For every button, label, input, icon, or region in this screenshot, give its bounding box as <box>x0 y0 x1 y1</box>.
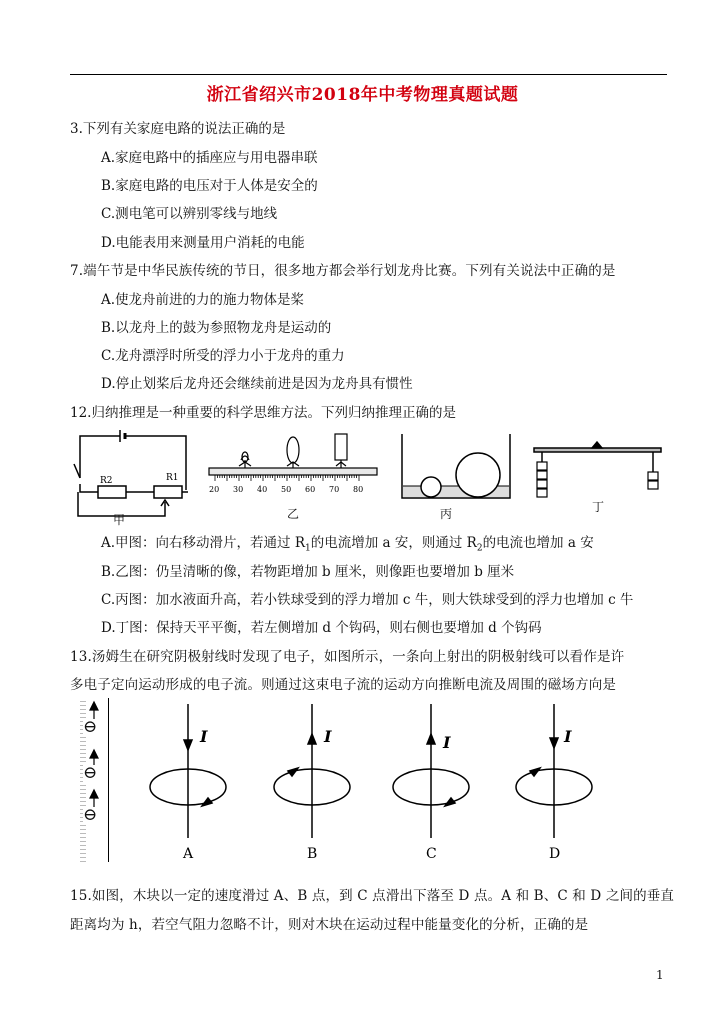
q12-option-a-post: 的电流也增加 a 安 <box>482 535 594 551</box>
q3-option-b: B.家庭电路的电压对于人体是安全的 <box>101 178 318 194</box>
figure-bing-beaker <box>398 432 516 502</box>
current-label-a: I <box>200 727 208 746</box>
question-12-stem: 12.归纳推理是一种重要的科学思维方法。下列归纳推理正确的是 <box>70 405 456 421</box>
r1-label: R1 <box>166 473 179 483</box>
figure-label-ding: 丁 <box>592 500 605 514</box>
figure-jia-circuit <box>70 428 200 524</box>
choice-label-d: D <box>549 846 561 860</box>
q12-option-b: B.乙图：仍呈清晰的像，若物距增加 b 厘米，则像距也要增加 b 厘米 <box>101 564 515 580</box>
ruler-tick-label: 50 <box>281 485 292 494</box>
r2-label: R2 <box>100 476 113 486</box>
current-label-d: I <box>564 727 572 746</box>
ruler-tick-label: 20 <box>209 485 220 494</box>
q3-option-a: A.家庭电路中的插座应与用电器串联 <box>101 150 318 166</box>
question-13-line-1: 13.汤姆生在研究阴极射线时发现了电子，如图所示，一条向上射出的阴极射线可以看作是许 <box>70 649 625 665</box>
page-title: 浙江省绍兴市2018年中考物理真题试题 <box>206 85 519 105</box>
figure-label-jia: 甲 <box>113 513 126 527</box>
ruler-tick-label: 60 <box>305 485 316 494</box>
q3-option-c: C.测电笔可以辨别零线与地线 <box>101 206 278 222</box>
q7-option-c: C.龙舟漂浮时所受的浮力小于龙舟的重力 <box>101 348 345 364</box>
question-15-line-1: 15.如图，木块以一定的速度滑过 A、B 点，到 C 点滑出下落至 D 点。A 和 B、C 和 D 之间的垂直 <box>70 888 675 904</box>
current-label-c: I <box>443 733 451 752</box>
figure-label-bing: 丙 <box>440 507 453 521</box>
question-3-stem: 3.下列有关家庭电路的说法正确的是 <box>70 121 286 137</box>
current-label-b: I <box>324 727 332 746</box>
q12-option-c: C.丙图：加水液面升高，若小铁球受到的浮力增加 c 牛，则大铁球受到的浮力也增加 c 牛 <box>101 592 634 608</box>
choice-label-c: C <box>426 846 437 860</box>
electron-1: ⊖ <box>83 717 98 737</box>
q12-option-a-pre: A.甲图：向右移动滑片，若通过 R <box>101 535 305 551</box>
q12-option-d: D.丁图：保持天平平衡，若左侧增加 d 个钩码，则右侧也要增加 d 个钩码 <box>101 620 542 636</box>
electron-3: ⊖ <box>83 805 98 825</box>
ruler-tick-label: 80 <box>353 485 364 494</box>
choice-label-a: A <box>183 846 194 860</box>
header-rule <box>70 74 667 75</box>
choice-label-b: B <box>307 846 318 860</box>
q7-option-b: B.以龙舟上的鼓为参照物龙舟是运动的 <box>101 320 332 336</box>
ruler-tick-label: 70 <box>329 485 340 494</box>
q12-option-a <box>101 531 594 554</box>
figure-yi-optical-bench <box>205 430 383 502</box>
page-number: 1 <box>656 968 664 982</box>
electron-2: ⊖ <box>83 763 98 783</box>
q7-option-d: D.停止划桨后龙舟还会继续前进是因为龙舟具有惯性 <box>101 376 413 392</box>
figure-ding-balance <box>530 440 665 502</box>
question-15-line-2: 距离均为 h，若空气阻力忽略不计，则对木块在运动过程中能量变化的分析，正确的是 <box>70 917 589 933</box>
q12-option-a-mid: 的电流增加 a 安，则通过 R <box>310 535 477 551</box>
q7-option-a: A.使龙舟前进的力的施力物体是桨 <box>101 292 305 308</box>
q3-option-d: D.电能表用来测量用户消耗的电能 <box>101 235 305 251</box>
figure-label-yi: 乙 <box>287 507 300 521</box>
ruler-tick-label: 40 <box>257 485 268 494</box>
ruler-tick-label: 30 <box>233 485 244 494</box>
r1-subscript: 1 <box>305 543 311 554</box>
r2-subscript: 2 <box>476 543 483 554</box>
q13-magnetic-field-diagrams <box>140 700 680 860</box>
question-13-line-2: 多电子定向运动形成的电子流。则通过这束电子流的运动方向推断电流及周围的磁场方向是 <box>70 677 616 693</box>
question-7-stem: 7.端午节是中华民族传统的节日，很多地方都会举行划龙舟比赛。下列有关说法中正确的是 <box>70 263 616 279</box>
